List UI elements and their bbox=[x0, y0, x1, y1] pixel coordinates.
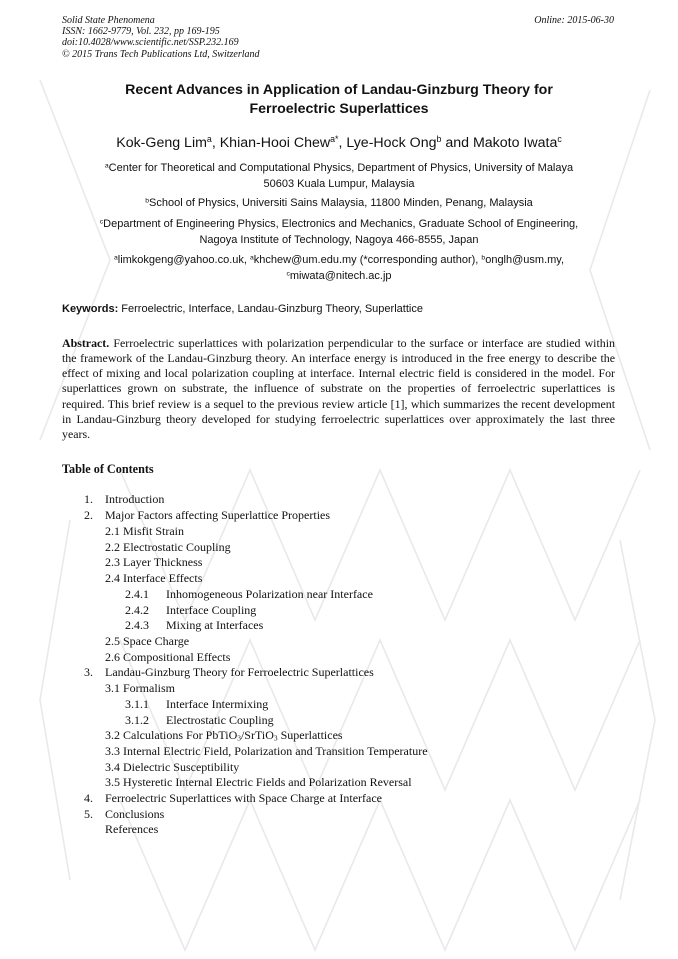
doi-line: doi:10.4028/www.scientific.net/SSP.232.169 bbox=[62, 37, 239, 49]
keywords bbox=[62, 302, 616, 316]
author-separator: and bbox=[441, 135, 473, 151]
toc-title: References bbox=[105, 822, 159, 836]
toc-title: 2.1 Misfit Strain bbox=[105, 524, 185, 538]
author-affil-mark: b bbox=[436, 134, 442, 145]
toc-title: 2.3 Layer Thickness bbox=[105, 555, 203, 569]
toc-title: Superlattices bbox=[277, 728, 343, 742]
toc-item[interactable] bbox=[105, 728, 343, 743]
affil-mark: c bbox=[99, 218, 104, 226]
copyright-line: © 2015 Trans Tech Publications Ltd, Switzerland bbox=[62, 48, 260, 60]
toc-heading: Table of Contents bbox=[62, 462, 154, 476]
toc-item[interactable] bbox=[84, 492, 164, 507]
toc-item[interactable] bbox=[125, 713, 274, 728]
paper-title bbox=[62, 81, 616, 119]
author-name: Kok-Geng Lim bbox=[116, 135, 207, 151]
toc-item[interactable] bbox=[84, 807, 164, 822]
email-mark: a bbox=[250, 254, 254, 262]
affil-text: School of Physics, Universiti Sains Malaysia, 11800 Minden, Penang, Malaysia bbox=[149, 197, 533, 209]
toc-title: 3.5 Hysteretic Internal Electric Fields and Polarization Reversal bbox=[105, 775, 412, 789]
email-mark: b bbox=[481, 254, 486, 262]
toc-number: 5. bbox=[84, 807, 93, 821]
toc-item[interactable] bbox=[105, 760, 239, 775]
toc-number: 1. bbox=[84, 492, 93, 506]
toc-item[interactable] bbox=[105, 744, 428, 759]
toc-title: Conclusions bbox=[105, 807, 165, 821]
toc-item[interactable] bbox=[125, 587, 373, 602]
affiliation-a bbox=[62, 160, 616, 192]
author-affil-mark: c bbox=[557, 134, 562, 145]
affil-text: Nagoya Institute of Technology, Nagoya 466-8555, Japan bbox=[199, 234, 479, 246]
toc-item[interactable] bbox=[105, 822, 158, 837]
toc-number: 2.4.1 bbox=[125, 587, 149, 601]
affil-text: 50603 Kuala Lumpur, Malaysia bbox=[263, 178, 415, 190]
author-name: Lye-Hock Ong bbox=[346, 135, 437, 151]
toc-title: Landau-Ginzburg Theory for Ferroelectric Superlattices bbox=[105, 665, 374, 679]
keywords-label: Keywords: bbox=[62, 303, 119, 315]
email-mark: a bbox=[113, 254, 118, 262]
toc-item[interactable] bbox=[84, 665, 374, 680]
author-affil-mark: a bbox=[206, 134, 212, 145]
toc-number: 3. bbox=[84, 665, 93, 679]
toc-title: 3.2 Calculations For PbTiO bbox=[105, 728, 238, 742]
abstract-label: Abstract. bbox=[62, 336, 110, 350]
email-link[interactable]: khchew@um.edu.my (*corresponding author), bbox=[253, 254, 482, 266]
toc-item[interactable] bbox=[125, 603, 256, 618]
toc-number: 2. bbox=[84, 508, 93, 522]
affil-text: Department of Engineering Physics, Electronics and Mechanics, Graduate School of Engineering, bbox=[103, 218, 579, 230]
affil-mark: a bbox=[104, 162, 109, 170]
email-link[interactable]: onglh@usm.my, bbox=[485, 254, 565, 266]
author-name: Khian-Hooi Chew bbox=[219, 135, 331, 151]
toc-item[interactable] bbox=[84, 791, 382, 806]
abstract bbox=[62, 336, 615, 442]
online-date: Online: 2015-06-30 bbox=[534, 15, 614, 26]
toc-number: 2.4.2 bbox=[125, 603, 149, 617]
author-affil-mark: a* bbox=[330, 134, 339, 145]
toc-title: Interface Intermixing bbox=[166, 697, 269, 711]
toc-item[interactable] bbox=[105, 555, 202, 570]
subscript: 3 bbox=[237, 733, 241, 743]
email-link[interactable]: miwata@nitech.ac.jp bbox=[289, 270, 392, 282]
affil-mark: b bbox=[145, 197, 150, 205]
toc-title: 3.1 Formalism bbox=[105, 681, 176, 695]
email-mark: c bbox=[286, 270, 290, 278]
toc-item[interactable] bbox=[105, 524, 184, 539]
issn-line: ISSN: 1662-9779, Vol. 232, pp 169-195 bbox=[62, 26, 220, 38]
toc-title: Introduction bbox=[105, 492, 165, 506]
toc-title: 3.3 Internal Electric Field, Polarization and Transition Temperature bbox=[105, 744, 428, 758]
toc-title: Mixing at Interfaces bbox=[166, 618, 264, 632]
title-line-1: Recent Advances in Application of Landau-Ginzburg Theory for bbox=[125, 82, 553, 98]
affil-text: Center for Theoretical and Computational Physics, Department of Physics, University of Malaya bbox=[108, 162, 574, 174]
toc-number: 4. bbox=[84, 791, 93, 805]
author-emails bbox=[62, 252, 616, 284]
abstract-text: Ferroelectric superlattices with polarization perpendicular to the surface or interface are studied within the framework of the Landau-Ginzburg theory. An interface energy is introduced in the free energy to describe the effect of mixing and local polarization coupling at interface. Internal electric field is considered in the model. For superlattices grown on substrate, the influence of substrate on the properties of ferroelectric superlattices is required. This brief review is a sequel to the previous review article [1], which summarizes the recent development in Landau-Ginzburg theory developed for studying ferroelectric superlattices over approximately the last three years. bbox=[62, 336, 615, 441]
author-name: Makoto Iwata bbox=[472, 135, 558, 151]
toc-title: Electrostatic Coupling bbox=[166, 713, 274, 727]
toc-number: 3.1.1 bbox=[125, 697, 149, 711]
toc-item[interactable] bbox=[105, 540, 231, 555]
toc-title: Ferroelectric Superlattices with Space Charge at Interface bbox=[105, 791, 382, 805]
toc-title: 2.6 Compositional Effects bbox=[105, 650, 231, 664]
journal-name: Solid State Phenomena bbox=[62, 15, 155, 26]
toc-item[interactable] bbox=[125, 697, 268, 712]
toc-item[interactable] bbox=[105, 634, 189, 649]
toc-title: 2.2 Electrostatic Coupling bbox=[105, 540, 231, 554]
toc-item[interactable] bbox=[125, 618, 263, 633]
affiliation-b bbox=[62, 195, 616, 211]
keywords-text: Ferroelectric, Interface, Landau-Ginzburg Theory, Superlattice bbox=[118, 303, 423, 315]
toc-title: 3.4 Dielectric Susceptibility bbox=[105, 760, 240, 774]
email-link[interactable]: limkokgeng@yahoo.co.uk, bbox=[117, 254, 250, 266]
toc-title: Interface Coupling bbox=[166, 603, 257, 617]
toc-title: Inhomogeneous Polarization near Interface bbox=[166, 587, 373, 601]
author-separator: , bbox=[211, 135, 220, 151]
toc-title: Major Factors affecting Superlattice Properties bbox=[105, 508, 331, 522]
title-line-2: Ferroelectric Superlattices bbox=[249, 101, 429, 117]
subscript: 3 bbox=[273, 733, 278, 743]
affiliation-c bbox=[62, 216, 616, 248]
toc-title: 2.4 Interface Effects bbox=[105, 571, 203, 585]
toc-item[interactable] bbox=[105, 775, 412, 790]
toc-title: /SrTiO bbox=[240, 728, 274, 742]
toc-title: 2.5 Space Charge bbox=[105, 634, 190, 648]
toc-item[interactable] bbox=[84, 508, 330, 523]
author-separator: , bbox=[338, 135, 347, 151]
toc-item[interactable] bbox=[105, 571, 202, 586]
toc-number: 3.1.2 bbox=[125, 713, 149, 727]
journal-header bbox=[62, 15, 260, 60]
toc-item[interactable] bbox=[105, 681, 175, 696]
toc-item[interactable] bbox=[105, 650, 230, 665]
author-list bbox=[62, 134, 616, 152]
toc-number: 2.4.3 bbox=[125, 618, 149, 632]
